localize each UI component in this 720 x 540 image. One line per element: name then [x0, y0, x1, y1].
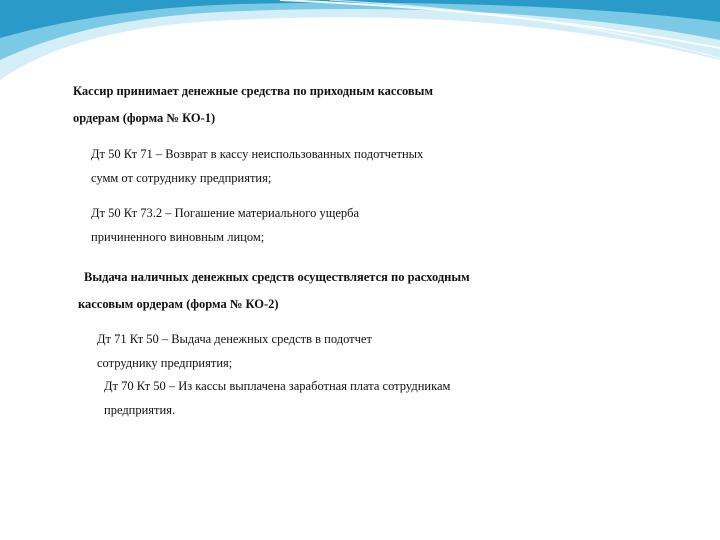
block2-entry2-line2: предприятия.: [104, 403, 176, 417]
block1-heading-line1: Кассир принимает денежные средства по приходным кассовым: [73, 84, 433, 98]
block2-entry1-line1: Дт 71 Кт 50 – Выдача денежных средств в подотчет: [97, 332, 372, 346]
block2-heading-line1: Выдача наличных денежных средств осуществляется по расходным: [84, 270, 470, 284]
header-wave-decoration: [0, 0, 720, 90]
block1-heading-line2: ордерам (форма № КО-1): [73, 111, 216, 125]
block1-entry2-line2: причиненного виновным лицом;: [91, 230, 265, 244]
block2-entry1-line2: сотруднику предприятия;: [97, 356, 233, 370]
block2-heading-line2: кассовым ордерам (форма № КО-2): [78, 297, 279, 311]
block1-entry1-line1: Дт 50 Кт 71 – Возврат в кассу неиспользованных подотчетных: [91, 147, 424, 161]
block1-entry1-line2: сумм от сотруднику предприятия;: [91, 171, 272, 185]
block2-entry2-line1: Дт 70 Кт 50 – Из кассы выплачена заработная плата сотрудникам: [104, 379, 451, 393]
block1-entry2-line1: Дт 50 Кт 73.2 – Погашение материального ущерба: [91, 206, 360, 220]
